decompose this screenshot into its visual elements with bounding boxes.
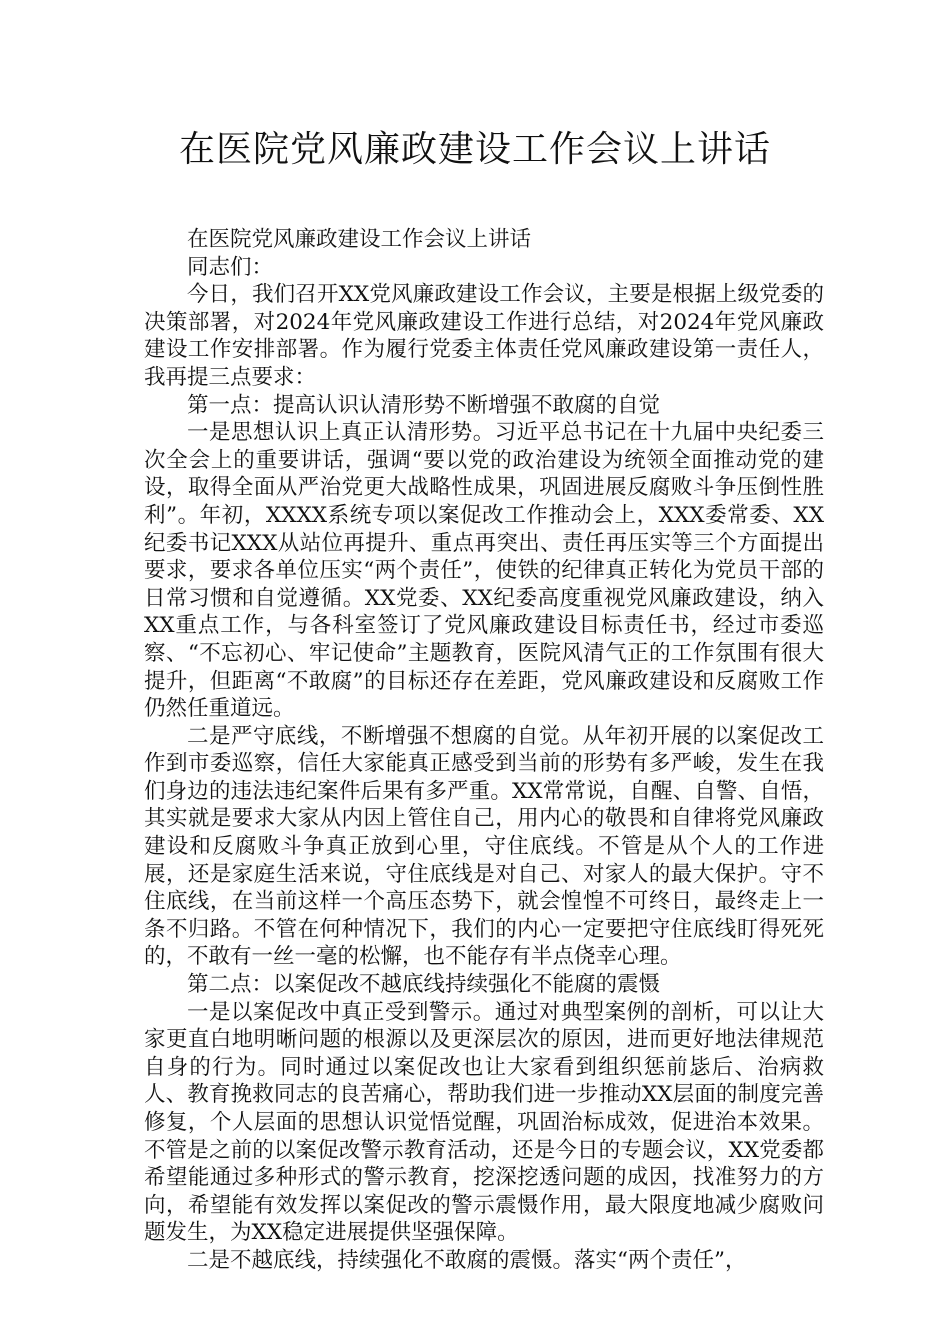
section-heading: 第一点：提高认识认清形势不断增强不敢腐的自觉 — [187, 392, 661, 418]
body-paragraph: 今日，我们召开XX党风廉政建设工作会议，主要是根据上级党委的决策部署，对2024年党风廉政建设工作进行总结，对2024年党风廉政建设工作安排部署。作为履行党委主体责任党风廉政建设第一责任人，我再提三点要求： — [144, 282, 824, 390]
body-paragraph: 二是不越底线，持续强化不敢腐的震慑。落实“两个责任”， — [187, 1247, 747, 1273]
body-paragraph: 同志们： — [187, 254, 274, 280]
document-title: 在医院党风廉政建设工作会议上讲话 — [178, 129, 771, 170]
document-body — [144, 226, 824, 1275]
body-paragraph: 二是严守底线，不断增强不想腐的自觉。从年初开展的以案促改工作到市委巡察，信任大家能真正感受到当前的形势有多严峻，发生在我们身边的违法违纪案件后果有多严重。XX常常说，自醒、自警、自悟，其实就是要求大家从内因上管住自己，用内心的敬畏和自律将党风廉政建设和反腐败斗争真正放到心里，守住底线。不管是从个人的工作进展，还是家庭生活来说，守住底线是对自己、对家人的最大保护。守不住底线，在当前这样一个高压态势下，就会惶惶不可终日，最终走上一条不归路。不管在何种情况下，我们的内心一定要把守住底线盯得死死的，不敢有一丝一毫的松懈，也不能存有半点侥幸心理。 — [144, 723, 824, 970]
body-paragraph: 一是以案促改中真正受到警示。通过对典型案例的剖析，可以让大家更直白地明晰问题的根源以及更深层次的原因，进而更好地法律规范自身的行为。同时通过以案促改也让大家看到组织惩前毖后、治病救人、教育挽救同志的良苦痛心，帮助我们进一步推动XX层面的制度完善修复，个人层面的思想认识觉悟觉醒，巩固治标成效，促进治本效果。不管是之前的以案促改警示教育活动，还是今日的专题会议，XX党委都希望能通过多种形式的警示教育，挖深挖透问题的成因，找准努力的方向，希望能有效发挥以案促改的警示震慑作用，最大限度地减少腐败问题发生，为XX稳定进展提供坚强保障。 — [144, 999, 824, 1246]
body-paragraph: 在医院党风廉政建设工作会议上讲话 — [187, 227, 532, 252]
body-paragraph: 一是思想认识上真正认清形势。习近平总书记在十九届中央纪委三次全会上的重要讲话，强调“要以党的政治建设为统领全面推动党的建设，取得全面从严治党更大战略性成果，巩固进展反腐败斗争压倒性胜利”。年初，XXXX系统专项以案促改工作推动会上，XXX委常委、XX纪委书记XXX从站位再提升、重点再突出、责任再压实等三个方面提出要求，要求各单位压实“两个责任”，使铁的纪律真正转化为党员干部的日常习惯和自觉遵循。XX党委、XX纪委高度重视党风廉政建设，纳入XX重点工作，与各科室签订了党风廉政建设目标责任书，经过市委巡察、“不忘初心、牢记使命”主题教育，医院风清气正的工作氛围有很大提升，但距离“不敢腐”的目标还存在差距，党风廉政建设和反腐败工作仍然任重道远。 — [144, 420, 824, 722]
section-heading: 第二点：以案促改不越底线持续强化不能腐的震慑 — [187, 972, 661, 998]
